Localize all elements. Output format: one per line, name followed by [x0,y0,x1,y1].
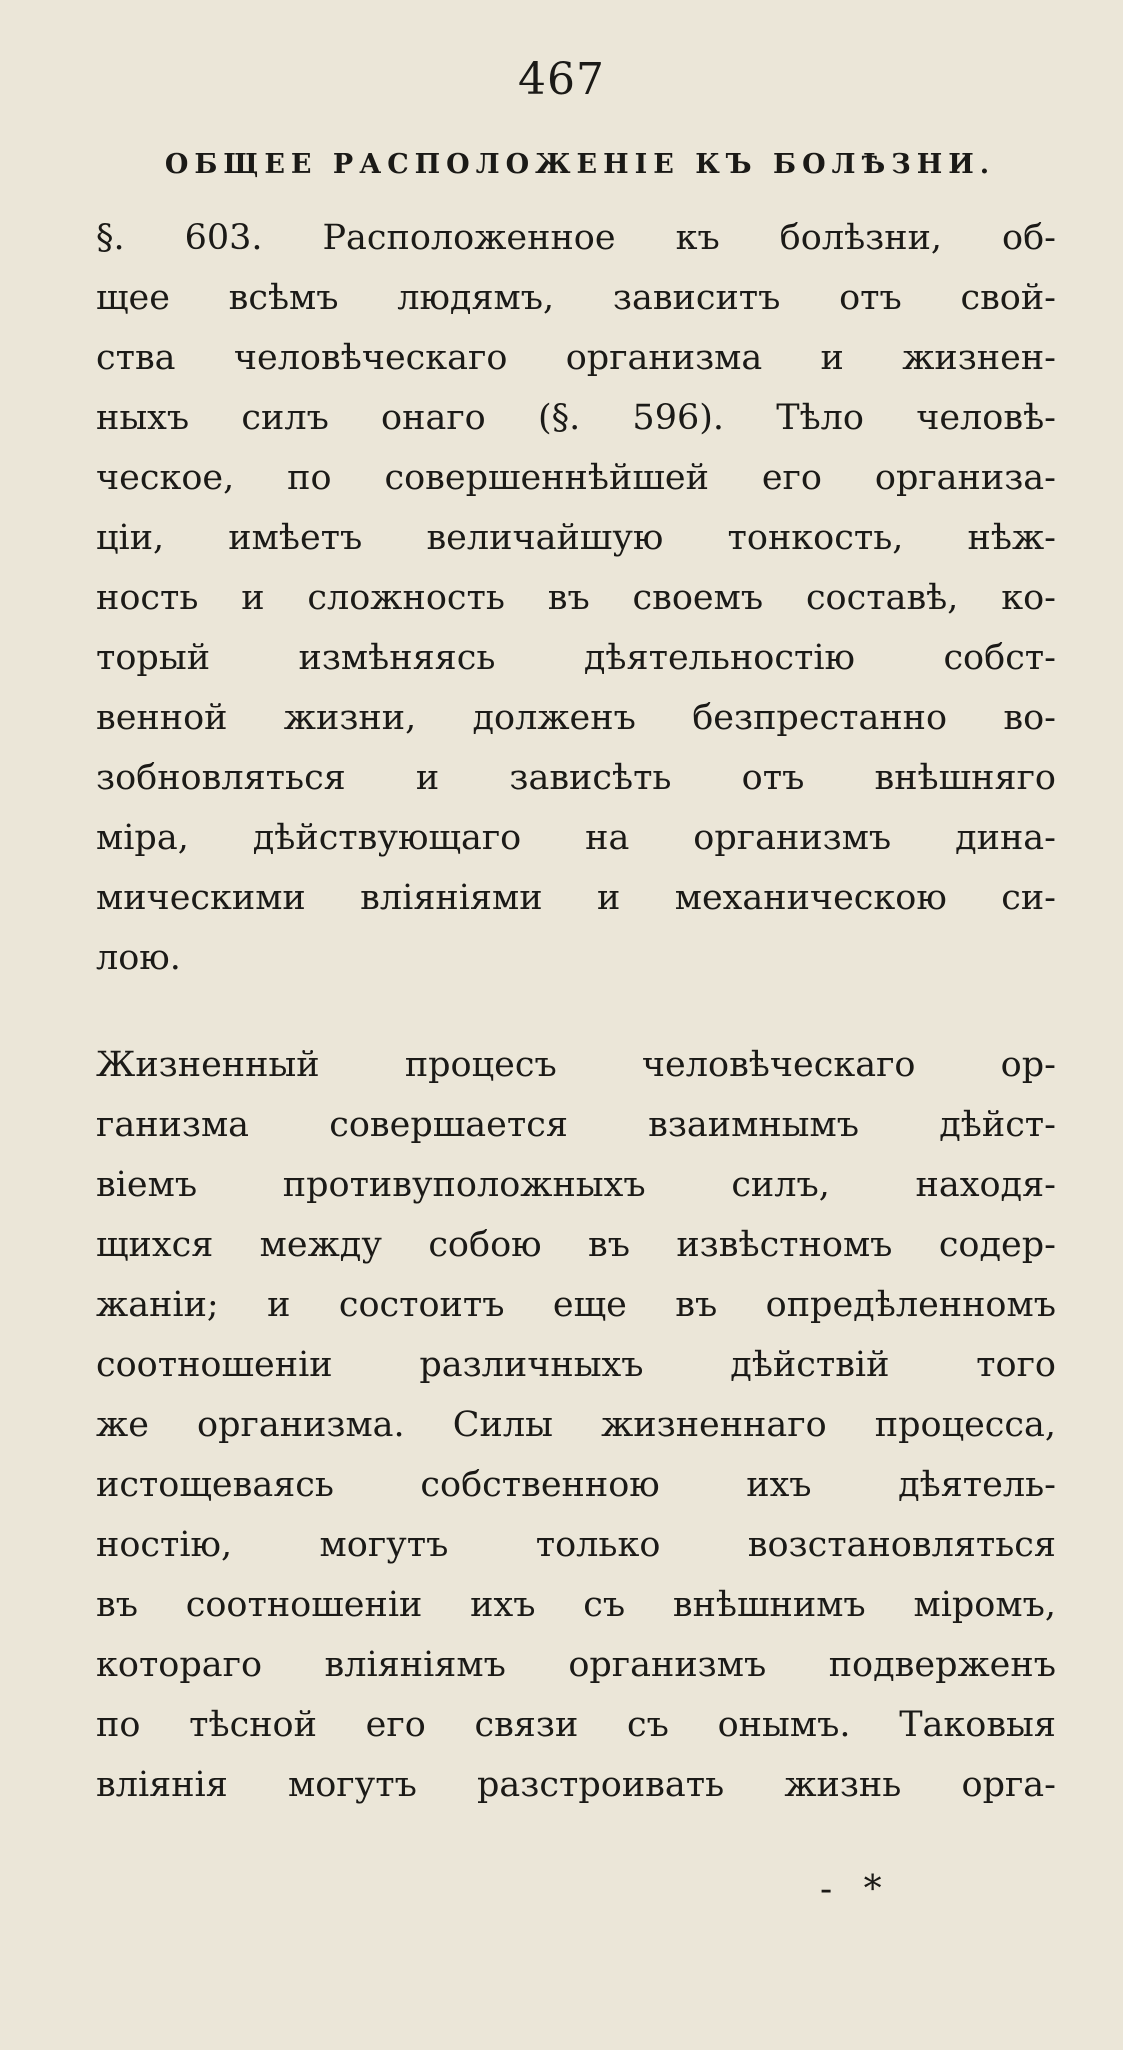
text-line: зобновляться и зависѣть отъ внѣшняго [96,758,1056,798]
text-line: Жизненный процесъ человѣческаго ор- [96,1045,1056,1085]
text-line: щихся между собою въ извѣстномъ содер- [96,1225,1056,1265]
text-line: жаніи; и состоитъ еще въ опредѣленномъ [96,1285,1056,1325]
text-line: віемъ противуположныхъ силъ, находя- [96,1165,1056,1205]
text-line: вліянія могутъ разстроивать жизнь орга- [96,1765,1056,1805]
paragraph-2 [96,1035,1056,1815]
printer-signature-mark: - * [820,1869,892,1910]
text-line: ганизма совершается взаимнымъ дѣйст- [96,1105,1056,1145]
text-line: мическими вліяніями и механическою си- [96,878,1056,918]
text-line: соотношеніи различныхъ дѣйствій того [96,1345,1056,1385]
text-line: щее всѣмъ людямъ, зависитъ отъ свой- [96,278,1056,318]
page-number: 467 [518,54,605,105]
text-line: котораго вліяніямъ организмъ подверженъ [96,1645,1056,1685]
text-line: же организма. Силы жизненнаго процесса, [96,1405,1056,1445]
text-line: міра, дѣйствующаго на организмъ дина- [96,818,1056,858]
text-line: §. 603. Расположенное къ болѣзни, об- [96,218,1056,258]
section-heading: ОБЩЕЕ РАСПОЛОЖЕНІЕ КЪ БОЛѢЗНИ. [164,149,996,180]
text-line: истощеваясь собственною ихъ дѣятель- [96,1465,1056,1505]
text-line: ства человѣческаго организма и жизнен- [96,338,1056,378]
text-line: ностію, могутъ только возстановляться [96,1525,1056,1565]
text-line: венной жизни, долженъ безпрестанно во- [96,698,1056,738]
text-line: лою. [96,938,181,978]
text-line: ціи, имѣетъ величайшую тонкость, нѣж- [96,518,1056,558]
text-line: въ соотношеніи ихъ съ внѣшнимъ міромъ, [96,1585,1056,1625]
text-line: торый измѣняясь дѣятельностію собст- [96,638,1056,678]
text-line: ныхъ силъ онаго (§. 596). Тѣло человѣ- [96,398,1056,438]
text-line: ческое, по совершеннѣйшей его организа- [96,458,1056,498]
text-line: ность и сложность въ своемъ составѣ, ко- [96,578,1056,618]
text-line: по тѣсной его связи съ онымъ. Таковыя [96,1705,1056,1745]
paragraph-1 [96,208,1056,988]
